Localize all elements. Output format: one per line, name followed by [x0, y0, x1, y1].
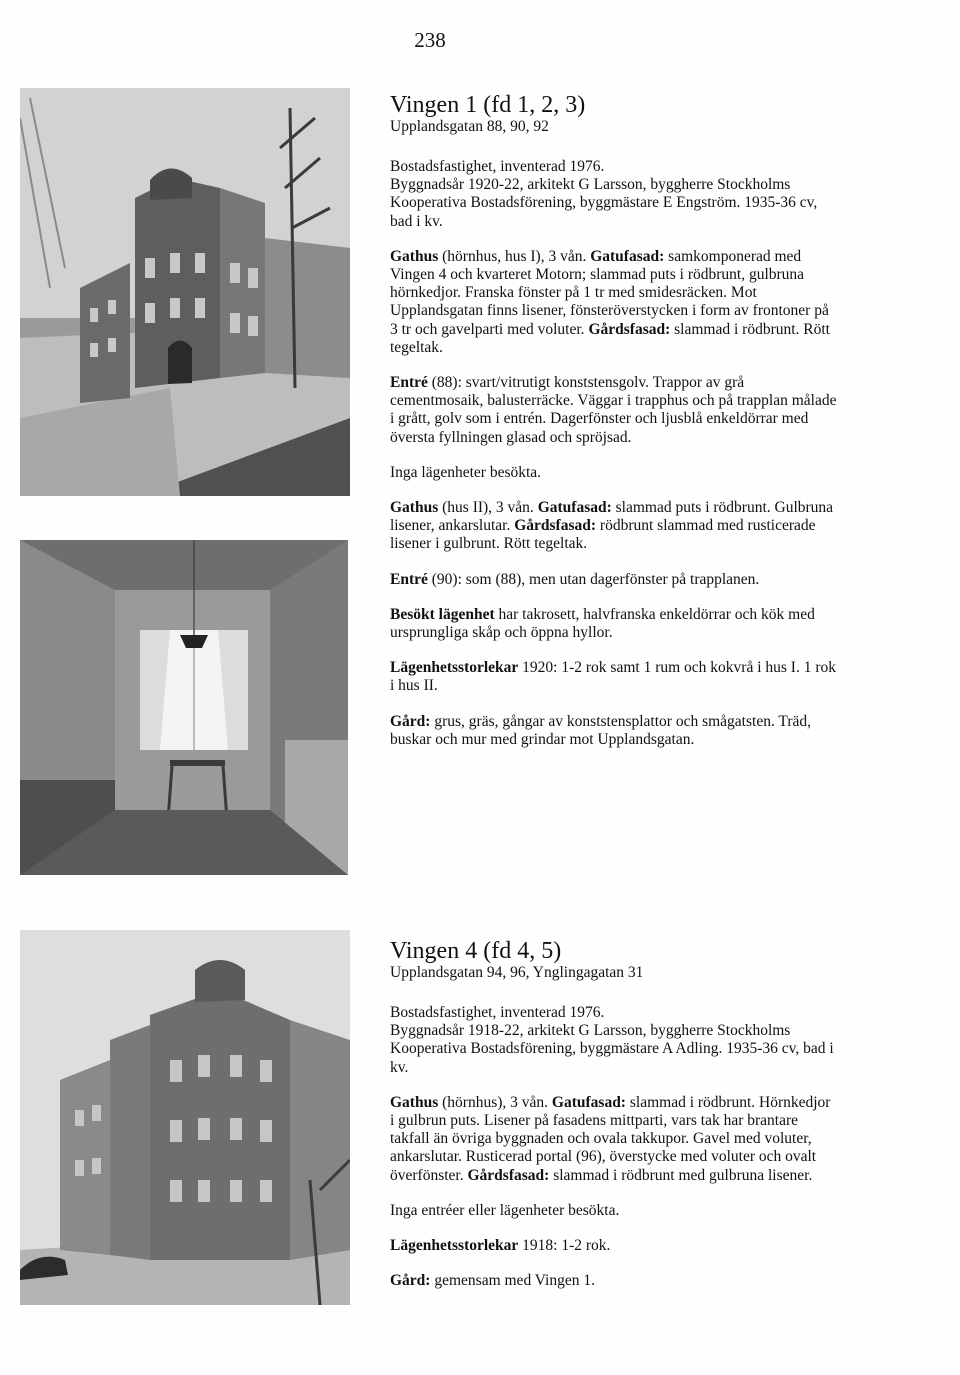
paragraph-gard: Gård: grus, gräs, gångar av konststensplattor och smågatsten. Träd, buskar och mur med grindar mot Upplandsgatan. — [390, 712, 812, 748]
entry-intro: Bostadsfastighet, inventerad 1976. Byggnadsår 1918-22, arkitekt G Larsson, byggherre Stockholms Kooperativa Bostadsförening, byggmästare A Adling. 1935-36 cv, bad i kv. — [390, 1004, 834, 1076]
entry-vingen-4 — [390, 938, 838, 1307]
entry-title: Vingen 1 (fd 1, 2, 3) — [390, 92, 586, 118]
paragraph-gathus-2: Gathus (hus II), 3 vån. Gatufasad: slammad puts i rödbrunt. Gulbruna lisener, ankarslutar. Gårdsfasad: rödbrunt slammad med rusticerade lisener i gulbrunt. Rött tegeltak. — [390, 499, 834, 553]
paragraph-entre-90: Entré (90): som (88), men utan dagerfönster på trapplanen. — [390, 570, 760, 588]
paragraph-no-entrances: Inga entréer eller lägenheter besökta. — [390, 1201, 620, 1219]
paragraph-gathus-1: Gathus (hörnhus, hus I), 3 vån. Gatufasad: samkomponerad med Vingen 4 och kvarteret Motorn; slammad puts i rödbrunt, gulbruna hörnkedjor. Franska fönster på 1 tr med smidesräcken. Mot Upplandsgatan finns lisener, fönsteröverstycken i form av frontoner på 3 tr och gavelparti med voluter. Gårdsfasad: slammad i rödbrunt. Rött tegeltak. — [390, 247, 830, 356]
entry-address: Upplandsgatan 88, 90, 92 — [390, 118, 549, 135]
entry-vingen-1 — [390, 92, 838, 766]
paragraph-gathus: Gathus (hörnhus), 3 vån. Gatufasad: slammad i rödbrunt. Hörnkedjor i gulbrun puts. Lisener på fasadens mittparti, vars tak har brantare takfall än övriga byggnaden och ovala takkupor. Gavel med voluter, ankarslutar. Rusticerad portal (96), överstycke med voluter och ovalt överfönster. Gårdsfasad: slammad i rödbrunt med gulbruna lisener. — [390, 1093, 831, 1184]
paragraph-lagenhetsstorlekar: Lägenhetsstorlekar 1920: 1-2 rok samt 1 rum och kokvrå i hus I. 1 rok i hus II. — [390, 659, 837, 695]
paragraph-gard: Gård: gemensam med Vingen 1. — [390, 1272, 595, 1290]
paragraph-no-apartments: Inga lägenheter besökta. — [390, 463, 542, 481]
page-number: 238 — [414, 28, 446, 52]
paragraph-besokt-lagenhet: Besökt lägenhet har takrosett, halvfranska enkeldörrar och kök med ursprungliga skåp och öppna hyllor. — [390, 605, 815, 642]
building-exterior-photo-vingen-4 — [20, 930, 350, 1305]
kitchen-interior-photo — [20, 540, 348, 875]
entry-title: Vingen 4 (fd 4, 5) — [390, 938, 562, 964]
paragraph-lagenhetsstorlekar: Lägenhetsstorlekar 1918: 1-2 rok. — [390, 1237, 611, 1255]
paragraph-entre-88: Entré (88): svart/vitrutigt konststensgolv. Trappor av grå cementmosaik, balusterräcke. Väggar i trapphus och på trapplan målade i grått, golv som i entrén. Dagerfönster och ljusblå enkeldörrar med översta fyllningen glasad och spröjsad. — [390, 374, 837, 446]
entry-address: Upplandsgatan 94, 96, Ynglingagatan 31 — [390, 964, 644, 981]
building-exterior-photo-vingen-1 — [20, 88, 350, 496]
entry-intro: Bostadsfastighet, inventerad 1976. Byggnadsår 1920-22, arkitekt G Larsson, byggherre Stockholms Kooperativa Bostadsförening, byggmästare E Engström. 1935-36 cv, bad i kv. — [390, 158, 818, 230]
